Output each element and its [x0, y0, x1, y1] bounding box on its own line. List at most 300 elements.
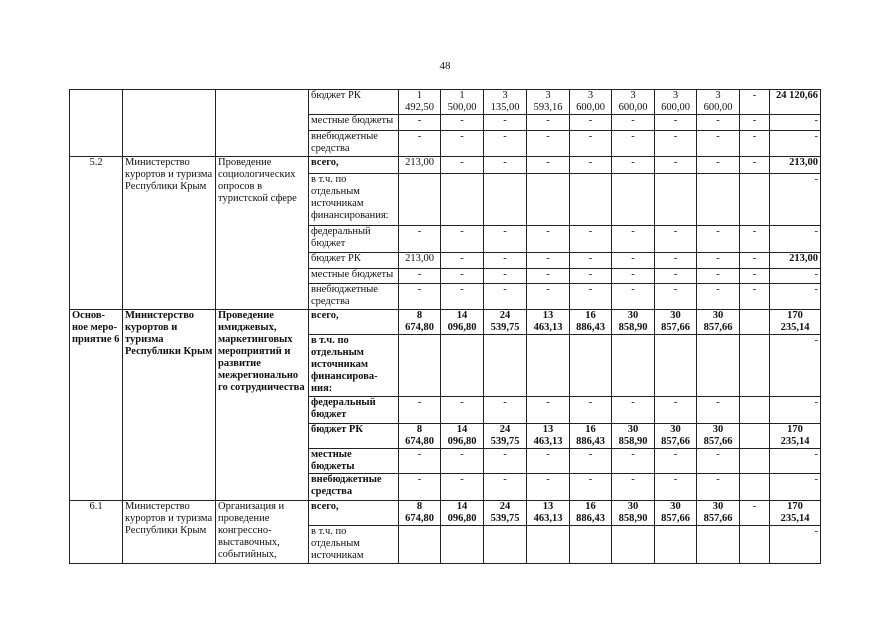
value-line: 539,75	[490, 322, 520, 333]
value-line: 3	[587, 90, 594, 101]
year-value-cell	[612, 269, 655, 284]
year-value-cell	[570, 115, 612, 131]
year-value-cell	[399, 284, 441, 310]
year-value-cell	[399, 174, 441, 226]
value-line: -	[631, 269, 635, 280]
total-cell: -	[770, 474, 821, 501]
year-value-cell	[655, 310, 697, 335]
value-line: 213,00	[405, 157, 434, 168]
funding-source: местные бюджеты	[309, 449, 399, 474]
year-value-cell	[399, 474, 441, 501]
year-value-cell	[740, 501, 770, 526]
value-line: -	[588, 253, 593, 264]
value-line: -	[588, 284, 593, 295]
value-line: 13	[542, 310, 554, 321]
value-line: -	[588, 226, 593, 237]
value-line: -	[460, 284, 464, 295]
value-line: -	[631, 397, 635, 408]
value-line: 858,90	[618, 322, 648, 333]
year-value-cell	[527, 115, 570, 131]
funding-source: всего,	[309, 501, 399, 526]
value-line: -	[417, 474, 422, 485]
year-value-cell	[570, 131, 612, 157]
year-value-cell	[612, 474, 655, 501]
year-value-cell	[484, 424, 527, 449]
value-line: -	[417, 397, 422, 408]
value-line: 30	[670, 424, 681, 435]
funding-source: внебюджетные средства	[309, 131, 399, 157]
funding-source: федеральный бюджет	[309, 226, 399, 253]
year-value-cell	[527, 174, 570, 226]
total-cell: -	[770, 284, 821, 310]
total-cell	[770, 501, 821, 526]
value-line: -	[460, 449, 464, 460]
year-value-cell	[399, 90, 441, 115]
value-line: -	[546, 115, 550, 126]
year-value-cell	[441, 449, 484, 474]
value-line: -	[417, 269, 422, 280]
value-line: -	[503, 226, 507, 237]
year-value-cell	[441, 424, 484, 449]
year-value-cell	[655, 284, 697, 310]
total-cell	[770, 424, 821, 449]
value-line: -	[673, 131, 678, 142]
year-value-cell	[740, 284, 770, 310]
year-value-cell	[655, 424, 697, 449]
total-cell: -	[770, 269, 821, 284]
year-value-cell	[612, 424, 655, 449]
total-cell: 213,00	[770, 253, 821, 269]
total-cell: 24 120,66	[770, 90, 821, 115]
value-line: 14	[456, 501, 468, 512]
value-line: -	[752, 226, 757, 237]
year-value-cell	[697, 174, 740, 226]
value-line: 492,50	[405, 102, 434, 113]
year-value-cell	[740, 253, 770, 269]
year-value-cell	[527, 90, 570, 115]
year-value-cell	[570, 474, 612, 501]
value-line: 857,66	[661, 436, 690, 447]
year-value-cell	[527, 226, 570, 253]
total-cell: -	[770, 115, 821, 131]
value-line: 3	[715, 90, 721, 101]
year-value-cell	[441, 474, 484, 501]
value-line: 858,90	[618, 436, 648, 447]
value-line: -	[588, 157, 593, 168]
value-line: -	[631, 226, 635, 237]
year-value-cell	[612, 174, 655, 226]
value-line: -	[716, 397, 720, 408]
value-line: -	[546, 131, 550, 142]
value-line: -	[752, 253, 757, 264]
year-value-cell	[655, 174, 697, 226]
total-line: 170	[787, 310, 803, 321]
year-value-cell	[527, 474, 570, 501]
funding-source: местные бюджеты	[309, 115, 399, 131]
funding-source: внебюджетные средства	[309, 474, 399, 501]
funding-source: местные бюджеты	[309, 269, 399, 284]
value-line: -	[716, 474, 720, 485]
year-value-cell	[399, 115, 441, 131]
value-line: 8	[416, 424, 423, 435]
year-value-cell	[399, 526, 441, 564]
value-line: 8	[416, 501, 423, 512]
year-value-cell	[527, 335, 570, 397]
value-line: -	[460, 253, 464, 264]
year-value-cell	[570, 157, 612, 174]
total-cell: -	[770, 335, 821, 397]
value-line: 135,00	[490, 102, 520, 113]
year-value-cell	[441, 397, 484, 424]
total-line: 170	[787, 501, 803, 512]
year-value-cell	[697, 269, 740, 284]
value-line: -	[546, 397, 550, 408]
value-line: 600,00	[618, 102, 648, 113]
value-line: -	[631, 284, 635, 295]
value-line: -	[673, 474, 678, 485]
year-value-cell	[655, 253, 697, 269]
value-line: 857,66	[703, 513, 733, 524]
value-line: -	[588, 397, 593, 408]
value-line: -	[716, 449, 720, 460]
total-cell: 213,00	[770, 157, 821, 174]
value-line: -	[588, 269, 593, 280]
value-line: 24	[499, 310, 511, 321]
year-value-cell	[740, 131, 770, 157]
value-line: -	[546, 284, 550, 295]
funding-source: всего,	[309, 157, 399, 174]
year-value-cell	[655, 115, 697, 131]
year-value-cell	[570, 424, 612, 449]
responsible-organization: Министерство курортов и туризма Республики Крым	[123, 157, 216, 310]
year-value-cell	[612, 253, 655, 269]
value-line: -	[546, 449, 550, 460]
year-value-cell	[655, 131, 697, 157]
value-line: -	[503, 253, 507, 264]
total-cell	[770, 310, 821, 335]
year-value-cell	[441, 131, 484, 157]
value-line: 3	[672, 90, 679, 101]
year-value-cell	[697, 501, 740, 526]
year-value-cell	[697, 310, 740, 335]
year-value-cell	[441, 501, 484, 526]
value-line: -	[673, 269, 678, 280]
value-line: 463,13	[533, 513, 563, 524]
year-value-cell	[484, 474, 527, 501]
year-value-cell	[399, 310, 441, 335]
year-value-cell	[441, 310, 484, 335]
year-value-cell	[399, 253, 441, 269]
year-value-cell	[697, 449, 740, 474]
year-value-cell	[570, 253, 612, 269]
year-value-cell	[612, 157, 655, 174]
value-line: -	[631, 157, 635, 168]
year-value-cell	[441, 253, 484, 269]
value-line: 30	[712, 501, 724, 512]
year-value-cell	[484, 226, 527, 253]
year-value-cell	[399, 424, 441, 449]
value-line: -	[716, 226, 720, 237]
total-cell: -	[770, 449, 821, 474]
year-value-cell	[697, 90, 740, 115]
value-line: 500,00	[447, 102, 477, 113]
year-value-cell	[697, 253, 740, 269]
year-value-cell	[441, 115, 484, 131]
table-row	[70, 90, 821, 115]
year-value-cell	[484, 131, 527, 157]
value-line: 674,80	[405, 513, 434, 524]
year-value-cell	[527, 310, 570, 335]
page-number: 48	[439, 60, 451, 72]
activity-description: Организация и проведение конгрессно-выставочных, событийных,	[216, 501, 309, 564]
value-line: -	[417, 284, 422, 295]
row-index: 5.2	[70, 157, 123, 310]
value-line: 16	[585, 310, 596, 321]
value-line: 30	[627, 424, 639, 435]
value-line: -	[631, 253, 635, 264]
total-cell: -	[770, 131, 821, 157]
value-line: 593,16	[533, 102, 563, 113]
value-line: -	[673, 157, 678, 168]
value-line: 886,43	[576, 322, 605, 333]
year-value-cell	[570, 397, 612, 424]
funding-source: федеральный бюджет	[309, 397, 399, 424]
value-line: -	[673, 253, 678, 264]
year-value-cell	[697, 115, 740, 131]
year-value-cell	[570, 501, 612, 526]
year-value-cell	[740, 397, 770, 424]
year-value-cell	[697, 284, 740, 310]
value-line: 857,66	[703, 322, 733, 333]
year-value-cell	[655, 226, 697, 253]
year-value-cell	[399, 397, 441, 424]
value-line: 857,66	[661, 322, 690, 333]
year-value-cell	[484, 501, 527, 526]
year-value-cell	[570, 90, 612, 115]
value-line: 16	[585, 501, 596, 512]
year-value-cell	[697, 226, 740, 253]
value-line: -	[631, 131, 635, 142]
value-line: 30	[670, 501, 681, 512]
value-line: -	[716, 269, 720, 280]
value-line: -	[752, 269, 757, 280]
value-line: -	[752, 501, 757, 512]
value-line: -	[503, 284, 507, 295]
continued-org-cell	[123, 90, 216, 157]
value-line: 30	[670, 310, 681, 321]
value-line: 463,13	[533, 436, 563, 447]
year-value-cell	[484, 269, 527, 284]
value-line: 886,43	[576, 436, 605, 447]
value-line: 857,66	[661, 513, 690, 524]
year-value-cell	[612, 501, 655, 526]
value-line: 3	[502, 90, 508, 101]
year-value-cell	[399, 449, 441, 474]
year-value-cell	[697, 397, 740, 424]
activity-description: Проведение социологических опросов в туристской сфере	[216, 157, 309, 310]
total-line: 235,14	[780, 436, 810, 447]
year-value-cell	[612, 526, 655, 564]
value-line: 096,80	[447, 436, 477, 447]
funding-source: в т.ч. по отдельным источникам	[309, 526, 399, 564]
value-line: -	[460, 131, 464, 142]
year-value-cell	[570, 174, 612, 226]
year-value-cell	[399, 226, 441, 253]
year-value-cell	[740, 226, 770, 253]
year-value-cell	[441, 157, 484, 174]
funding-source: бюджет РК	[309, 253, 399, 269]
funding-source: в т.ч. по отдельным источникам финансирова-ния:	[309, 335, 399, 397]
year-value-cell	[612, 335, 655, 397]
value-line: -	[546, 226, 550, 237]
year-value-cell	[570, 284, 612, 310]
value-line: -	[673, 397, 678, 408]
funding-source: внебюджетные средства	[309, 284, 399, 310]
value-line: 1	[416, 90, 423, 101]
value-line: 886,43	[576, 513, 605, 524]
year-value-cell	[740, 269, 770, 284]
value-line: 096,80	[447, 513, 477, 524]
value-line: -	[503, 131, 507, 142]
year-value-cell	[399, 131, 441, 157]
value-line: -	[752, 115, 757, 126]
value-line: -	[546, 269, 550, 280]
value-line: -	[716, 131, 720, 142]
continued-idx-cell	[70, 90, 123, 157]
year-value-cell	[441, 174, 484, 226]
value-line: 463,13	[533, 322, 563, 333]
table-row	[70, 157, 821, 174]
value-line: -	[673, 284, 678, 295]
year-value-cell	[484, 284, 527, 310]
value-line: -	[546, 157, 550, 168]
year-value-cell	[655, 157, 697, 174]
value-line: -	[588, 474, 593, 485]
value-line: -	[503, 269, 507, 280]
year-value-cell	[655, 501, 697, 526]
year-value-cell	[399, 157, 441, 174]
year-value-cell	[612, 115, 655, 131]
value-line: 096,80	[447, 322, 477, 333]
year-value-cell	[612, 131, 655, 157]
year-value-cell	[697, 526, 740, 564]
value-line: 213,00	[405, 253, 434, 264]
activity-description: Проведение имиджевых, маркетинговых мероприятий и развитие межрегионально го сотрудничества	[216, 310, 309, 501]
value-line: -	[752, 284, 757, 295]
year-value-cell	[527, 269, 570, 284]
year-value-cell	[740, 424, 770, 449]
value-line: -	[503, 449, 507, 460]
year-value-cell	[527, 501, 570, 526]
value-line: 30	[712, 310, 724, 321]
year-value-cell	[484, 526, 527, 564]
value-line: 600,00	[703, 102, 733, 113]
value-line: -	[546, 253, 550, 264]
row-index: 6.1	[70, 501, 123, 564]
year-value-cell	[484, 253, 527, 269]
year-value-cell	[740, 115, 770, 131]
funding-source: бюджет РК	[309, 424, 399, 449]
year-value-cell	[527, 397, 570, 424]
value-line: -	[752, 131, 757, 142]
responsible-organization: Министерство курортов и туризма Республики Крым	[123, 310, 216, 501]
year-value-cell	[655, 269, 697, 284]
funding-source: всего,	[309, 310, 399, 335]
value-line: -	[631, 449, 635, 460]
year-value-cell	[570, 310, 612, 335]
value-line: 600,00	[576, 102, 605, 113]
value-line: 30	[627, 310, 639, 321]
year-value-cell	[570, 226, 612, 253]
year-value-cell	[441, 269, 484, 284]
year-value-cell	[484, 397, 527, 424]
value-line: 674,80	[405, 322, 434, 333]
value-line: -	[460, 269, 464, 280]
year-value-cell	[399, 269, 441, 284]
year-value-cell	[740, 474, 770, 501]
year-value-cell	[570, 526, 612, 564]
year-value-cell	[484, 174, 527, 226]
value-line: 13	[542, 501, 554, 512]
value-line: 674,80	[405, 436, 434, 447]
year-value-cell	[697, 474, 740, 501]
value-line: 539,75	[490, 513, 520, 524]
year-value-cell	[484, 310, 527, 335]
value-line: -	[546, 474, 550, 485]
value-line: -	[716, 157, 720, 168]
value-line: -	[460, 115, 464, 126]
value-line: 857,66	[703, 436, 733, 447]
total-line: 170	[787, 424, 803, 435]
value-line: -	[673, 226, 678, 237]
budget-table	[69, 89, 821, 564]
value-line: 8	[416, 310, 423, 321]
responsible-organization: Министерство курортов и туризма Республики Крым	[123, 501, 216, 564]
value-line: -	[631, 115, 635, 126]
year-value-cell	[399, 335, 441, 397]
value-line: -	[503, 474, 507, 485]
value-line: -	[417, 226, 422, 237]
year-value-cell	[441, 526, 484, 564]
value-line: -	[417, 449, 422, 460]
row-index: Основ-ное меро-приятие 6	[70, 310, 123, 501]
value-line: 24	[499, 424, 511, 435]
year-value-cell	[484, 157, 527, 174]
value-line: -	[588, 449, 593, 460]
year-value-cell	[612, 226, 655, 253]
year-value-cell	[655, 474, 697, 501]
value-line: -	[673, 115, 678, 126]
value-line: -	[588, 115, 593, 126]
table-row	[70, 310, 821, 335]
year-value-cell	[570, 449, 612, 474]
year-value-cell	[527, 526, 570, 564]
value-line: -	[503, 397, 507, 408]
value-line: -	[460, 157, 464, 168]
year-value-cell	[441, 90, 484, 115]
value-line: -	[673, 449, 678, 460]
year-value-cell	[612, 284, 655, 310]
year-value-cell	[740, 90, 770, 115]
total-line: 235,14	[780, 322, 810, 333]
year-value-cell	[655, 335, 697, 397]
year-value-cell	[612, 90, 655, 115]
value-line: 30	[627, 501, 639, 512]
value-line: 3	[545, 90, 551, 101]
value-line: 13	[542, 424, 554, 435]
year-value-cell	[612, 449, 655, 474]
value-line: 1	[459, 90, 465, 101]
